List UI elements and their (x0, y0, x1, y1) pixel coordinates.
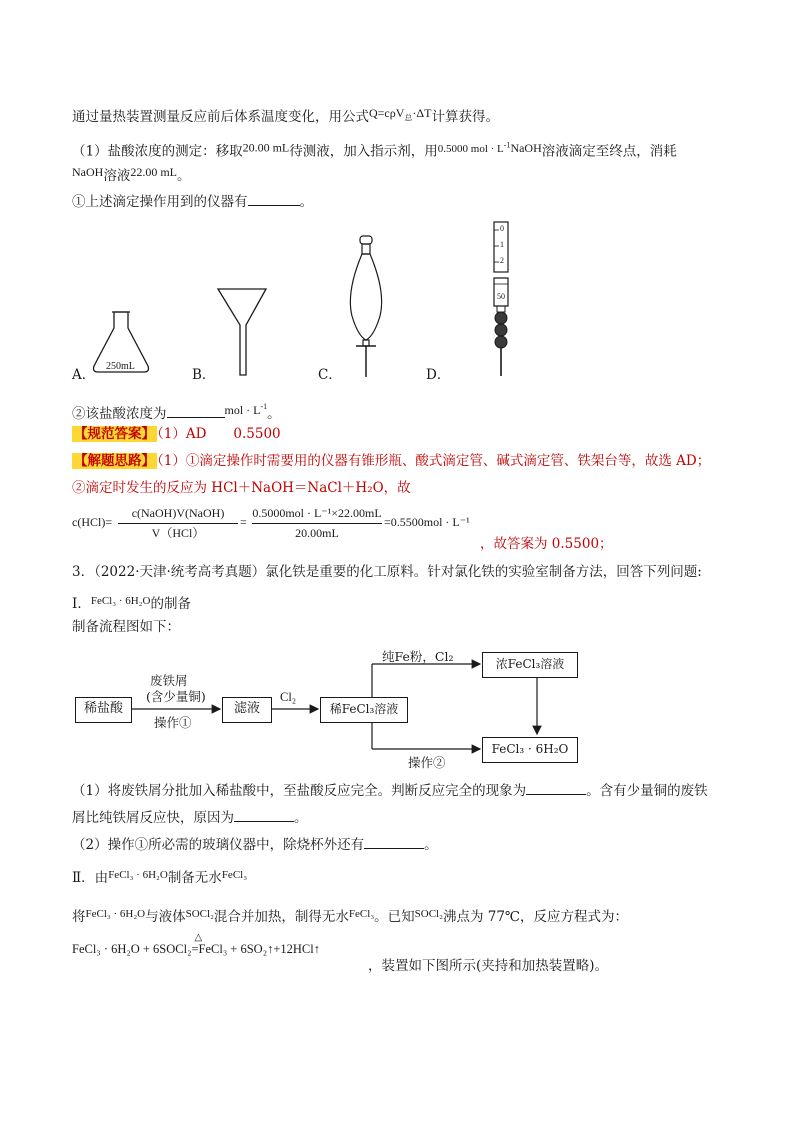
text: 。 (424, 837, 438, 853)
formula: 22.00 mL (130, 165, 177, 179)
apparatus-b (212, 285, 272, 380)
calc-den1: V（HCl） (151, 526, 205, 540)
formula-text: Q=cρV (369, 106, 405, 120)
text: 。已知 (374, 909, 415, 925)
text: Ⅱ．由 (72, 870, 109, 886)
fraction-bar (252, 523, 382, 524)
flow-label-cl2: Cl₂ (280, 690, 297, 704)
calc-eq: = (240, 515, 247, 529)
text: 计算获得。 (431, 109, 499, 125)
text: 溶液 (103, 168, 131, 184)
text: 。 (267, 406, 281, 422)
standard-answer (72, 425, 281, 443)
separatory-funnel-icon (340, 232, 392, 380)
formula: 20.00 mL (242, 140, 290, 155)
answer-blank[interactable] (248, 193, 300, 206)
burette-tick-1: 1 (500, 240, 504, 249)
formula: SOCl₂ (414, 908, 443, 920)
unit (225, 403, 268, 417)
formula-text: ·ΔT (412, 106, 432, 120)
question-1 (72, 193, 313, 211)
text: 沸点为 77℃，反应方程式为： (442, 909, 629, 925)
unit-sup: -1 (260, 402, 268, 411)
answer-blank[interactable] (364, 836, 424, 849)
heating-arrow: △ = (191, 940, 198, 958)
answer-blank[interactable] (234, 809, 294, 822)
part-ii-text (72, 905, 628, 926)
formula: FeCl₃ · 6H₂O (90, 595, 151, 607)
answer-tag: 【规范答案】 (74, 426, 155, 442)
idea-tag: 【解题思路】 (74, 453, 155, 469)
text: ①上述滴定操作用到的仪器有 (72, 194, 248, 210)
formula: SOCl₂ (185, 908, 214, 920)
equation-right: FeCl₃ + 6SO₂↑+12HCl↑ (198, 942, 320, 956)
part-i-heading (72, 592, 191, 613)
text: Ⅰ． (72, 596, 91, 612)
flow-intro: 制备流程图如下： (72, 619, 180, 635)
question-3-2 (72, 836, 438, 854)
answer-blank[interactable] (526, 782, 586, 795)
burette-tick-2: 2 (500, 256, 504, 265)
flow-label-op2: 操作② (408, 755, 446, 770)
delta-symbol: △ (194, 932, 203, 943)
formula-text: 0.5000 mol · L (437, 142, 504, 155)
apparatus-c (340, 232, 392, 380)
formula: FeCl₃ · 6H₂O (85, 908, 146, 920)
text: ②该盐酸浓度为 (72, 406, 167, 422)
fraction-bar (118, 523, 238, 524)
calc-den2: 20.00mL (295, 526, 339, 540)
option-d-label[interactable]: D． (426, 367, 451, 383)
formula: FeCl₃ (348, 908, 375, 920)
reaction-equation (72, 932, 320, 958)
option-a-label[interactable]: A． (72, 367, 96, 383)
flow-box-filtrate: 滤液 (222, 697, 272, 723)
solution-idea-2: ②滴定时发生的反应为 HCl＋NaOH＝NaCl＋H₂O，故 (72, 480, 411, 496)
formula-text: NaOH (510, 140, 542, 155)
text: 。 (177, 168, 191, 184)
formula-sup: -1 (503, 140, 511, 149)
text: （2）操作①所必需的玻璃仪器中，除烧杯外还有 (72, 837, 365, 853)
part-ii-heading (72, 866, 247, 887)
burette-tick-0: 0 (500, 224, 504, 233)
formula (437, 140, 542, 155)
flow-box-dilute-hcl: 稀盐酸 (75, 697, 132, 723)
solution-idea (72, 452, 710, 470)
flow-label-pure-fe: 纯Fe粉，Cl₂ (382, 649, 454, 664)
answer-text: （1）AD 0.5500 (157, 426, 281, 442)
funnel-icon (212, 285, 272, 380)
unit-text: mol · L (224, 403, 261, 417)
text: 混合并加热，制得无水 (213, 909, 349, 925)
text: 待测液，加入指示剂，用 (289, 143, 438, 160)
text-line-2 (72, 136, 677, 161)
text: 将 (72, 909, 86, 925)
flow-label-scrap-iron: 废铁屑 (150, 673, 188, 688)
text: 制备无水 (167, 870, 222, 886)
formula (369, 106, 432, 123)
calc-num2: 0.5000mol · L⁻¹×22.00mL (252, 506, 382, 520)
formula: NaOH (72, 165, 104, 179)
formula-sub: 总 (404, 113, 413, 123)
question-2 (72, 398, 281, 423)
text: （1）将废铁屑分批加入稀盐酸中，至盐酸反应完全。判断反应完全的现象为 (72, 783, 527, 799)
text: （1）盐酸浓度的测定：移取 (72, 143, 243, 160)
text: 。 (294, 810, 308, 826)
flow-box-product: FeCl₃ · 6H₂O (482, 737, 578, 763)
text: 与液体 (145, 909, 186, 925)
formula: FeCl₃ (221, 869, 248, 881)
answer-blank[interactable] (167, 405, 225, 418)
option-b-label[interactable]: B． (192, 367, 216, 383)
calc-lhs: c(HCl)= (72, 515, 113, 529)
text-line-1 (72, 104, 499, 127)
idea-text: （1）①滴定操作时需要用的仪器有锥形瓶、酸式滴定管、碱式滴定管、铁架台等，故选 AD； (157, 453, 711, 469)
text: 。 (299, 194, 313, 210)
equation-left: FeCl₃ · 6H₂O + 6SOCl₂ (72, 942, 192, 956)
burette-mark-50: 50 (497, 292, 505, 301)
flow-box-conc-fecl3: 浓FeCl₃溶液 (482, 652, 578, 678)
calc-num1: c(NaOH)V(NaOH) (131, 506, 225, 520)
flask-volume-label: 250mL (106, 361, 135, 372)
problem-3-title: 3．（2022·天津·统考高考真题）氯化铁是重要的化工原料。针对氯化铁的实验室制备方法，回答下列问题: (72, 564, 702, 580)
text: 。含有少量铜的废铁 (586, 783, 708, 799)
flow-label-copper: (含少量铜) (146, 689, 206, 704)
question-3-1-cont (72, 809, 308, 827)
flow-label-op1: 操作① (154, 715, 192, 730)
text: 通过量热装置测量反应前后体系温度变化，用公式 (72, 109, 369, 125)
option-c-label[interactable]: C． (318, 367, 342, 383)
text: 溶液滴定至终点，消耗 (541, 143, 677, 160)
calc-result: =0.5500mol · L⁻¹ (384, 515, 470, 529)
text-line-3 (72, 163, 191, 185)
formula: FeCl₃ · 6H₂O (108, 869, 168, 881)
calc-tail: ，故答案为 0.5500； (480, 536, 613, 552)
text: 屑比纯铁屑反应快，原因为 (72, 810, 234, 826)
question-3-1 (72, 782, 708, 800)
text: 的制备 (150, 596, 191, 612)
flow-box-dilute-fecl3: 稀FeCl₃溶液 (320, 697, 408, 723)
equation-tail: ，装置如下图所示(夹持和加热装置略)。 (368, 958, 609, 974)
